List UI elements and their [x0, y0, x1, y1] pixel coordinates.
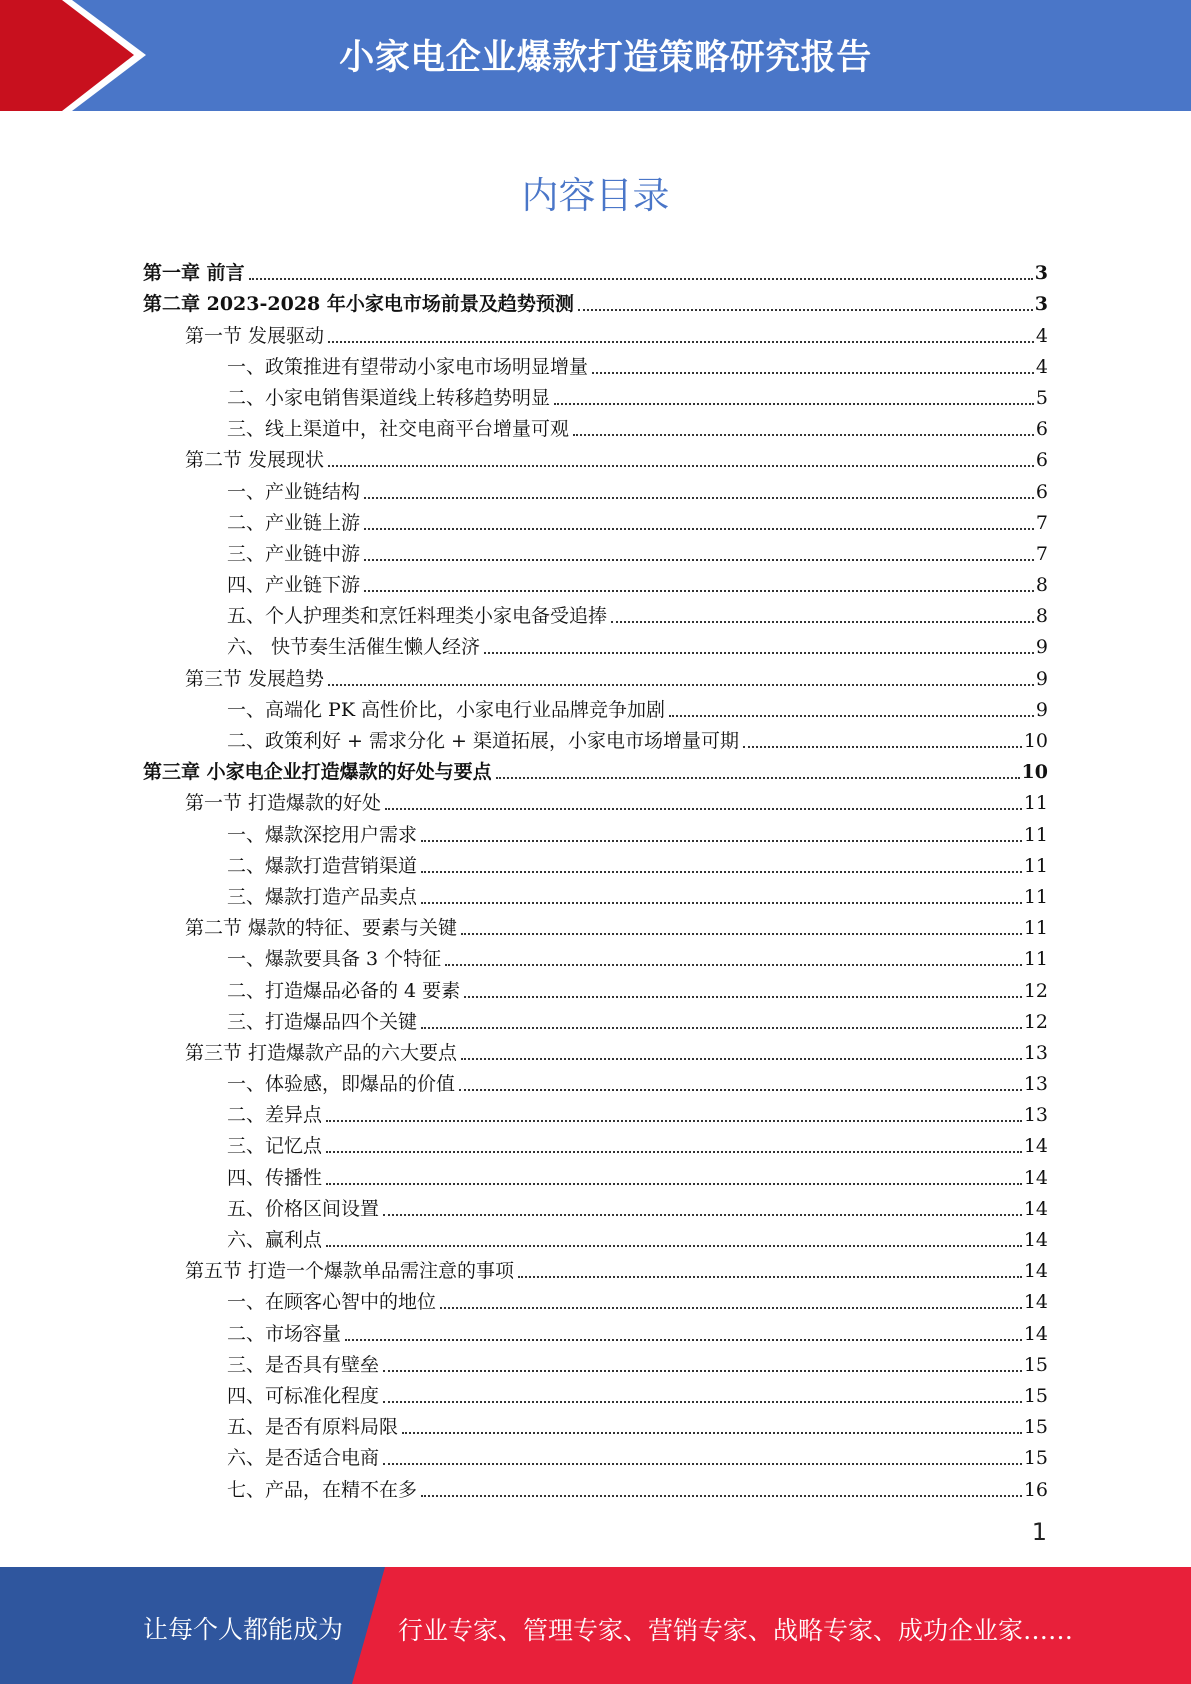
toc-entry-page: 11 [1023, 854, 1048, 877]
toc-entry-title: 六、 快节奏生活催生懒人经济 [227, 636, 481, 659]
toc-leader-dots [459, 1088, 1022, 1091]
toc-entry[interactable] [143, 1097, 1048, 1128]
toc-entry-page: 15 [1023, 1353, 1048, 1376]
toc-entry-title: 五、是否有原料局限 [227, 1416, 399, 1439]
toc-entry[interactable] [143, 411, 1048, 442]
toc-entry[interactable] [143, 1471, 1048, 1502]
toc-entry-title: 三、爆款打造产品卖点 [227, 885, 418, 908]
footer-slogan-right: 行业专家、管理专家、营销专家、战略专家、成功企业家…… [398, 1616, 1074, 1645]
toc-leader-dots [573, 433, 1034, 436]
toc-entry-page: 11 [1023, 948, 1048, 971]
report-header-band [0, 0, 1191, 111]
toc-entry-page: 13 [1023, 1104, 1048, 1127]
toc-leader-dots [445, 963, 1022, 966]
toc-entry-page: 12 [1023, 1010, 1048, 1033]
toc-entry[interactable] [143, 816, 1048, 847]
toc-entry-page: 11 [1023, 792, 1048, 815]
toc-entry-title: 第二节 发展现状 [185, 449, 325, 472]
toc-entry[interactable] [143, 1066, 1048, 1097]
toc-entry-title: 一、爆款要具备 3 个特征 [227, 948, 442, 971]
toc-entry-page: 15 [1023, 1416, 1048, 1439]
toc-entry-page: 14 [1023, 1229, 1048, 1251]
toc-leader-dots [385, 807, 1022, 810]
toc-entry[interactable] [143, 1409, 1048, 1440]
toc-entry-title: 第五节 打造一个爆款单品需注意的事项 [185, 1260, 515, 1283]
toc-entry[interactable] [143, 941, 1048, 972]
toc-entry-title: 四、产业链下游 [227, 574, 361, 597]
toc-entry[interactable] [143, 660, 1048, 691]
toc-entry-page: 8 [1035, 574, 1048, 597]
toc-entry-page: 7 [1035, 542, 1048, 565]
toc-leader-dots [484, 651, 1034, 654]
toc-entry[interactable] [143, 629, 1048, 660]
toc-entry-page: 15 [1023, 1447, 1048, 1470]
toc-leader-dots [364, 589, 1034, 592]
toc-leader-dots [402, 1431, 1022, 1434]
toc-entry-title: 五、个人护理类和烹饪料理类小家电备受追捧 [227, 605, 608, 628]
toc-entry[interactable] [143, 848, 1048, 879]
toc-entry-page: 10 [1021, 761, 1048, 784]
toc-entry-page: 11 [1023, 823, 1048, 846]
toc-entry[interactable] [143, 1222, 1048, 1253]
toc-entry-page: 14 [1023, 1135, 1048, 1158]
toc-entry-title: 二、打造爆品必备的 4 要素 [227, 979, 461, 1002]
toc-entry-title: 六、是否适合电商 [227, 1447, 380, 1470]
toc-leader-dots [328, 340, 1034, 343]
toc-entry-page: 3 [1034, 293, 1048, 316]
toc-entry[interactable] [143, 349, 1048, 380]
toc-entry[interactable] [143, 692, 1048, 723]
toc-entry-title: 四、可标准化程度 [227, 1384, 380, 1407]
toc-entry[interactable] [143, 910, 1048, 941]
toc-entry-page: 4 [1035, 324, 1048, 347]
toc-entry-title: 二、政策利好 + 需求分化 + 渠道拓展，小家电市场增量可期 [227, 730, 739, 752]
toc-entry[interactable] [143, 286, 1048, 317]
toc-entry[interactable] [143, 505, 1048, 536]
toc-entry[interactable] [143, 785, 1048, 816]
toc-entry-title: 二、小家电销售渠道线上转移趋势明显 [227, 386, 551, 409]
toc-entry-title: 第一章 前言 [143, 262, 245, 285]
toc-entry-page: 14 [1023, 1291, 1048, 1314]
toc-entry[interactable] [143, 754, 1048, 785]
toc-entry[interactable] [143, 1315, 1048, 1346]
toc-entry-title: 第二章 2023-2028 年小家电市场前景及趋势预测 [143, 293, 574, 316]
toc-entry[interactable] [143, 1347, 1048, 1378]
toc-entry[interactable] [143, 1378, 1048, 1409]
toc-leader-dots [364, 527, 1034, 530]
toc-entry-page: 9 [1035, 667, 1048, 690]
toc-entry[interactable] [143, 1284, 1048, 1315]
toc-entry-page: 9 [1035, 636, 1048, 659]
toc-leader-dots [421, 870, 1022, 873]
toc-entry-page: 11 [1023, 917, 1048, 940]
toc-entry-title: 一、产业链结构 [227, 480, 361, 503]
toc-entry-title: 五、价格区间设置 [227, 1197, 380, 1220]
toc-entry-page: 14 [1023, 1322, 1048, 1345]
toc-leader-dots [364, 496, 1034, 499]
toc-entry[interactable] [143, 879, 1048, 910]
toc-entry-title: 三、打造爆品四个关键 [227, 1010, 418, 1033]
toc-entry[interactable] [143, 567, 1048, 598]
toc-leader-dots [421, 1026, 1022, 1029]
toc-entry-title: 六、赢利点 [227, 1229, 323, 1251]
toc-leader-dots [592, 371, 1034, 374]
toc-entry[interactable] [143, 1035, 1048, 1066]
toc-entry-title: 第三节 打造爆款产品的六大要点 [185, 1041, 458, 1064]
toc-leader-dots [421, 901, 1022, 904]
toc-entry-page: 13 [1023, 1041, 1048, 1064]
toc-entry-title: 三、线上渠道中，社交电商平台增量可观 [227, 418, 570, 441]
toc-entry-page: 6 [1035, 480, 1048, 503]
toc-entry-title: 二、差异点 [227, 1104, 323, 1127]
toc-entry-title: 一、高端化 PK 高性价比，小家电行业品牌竞争加剧 [227, 698, 666, 721]
toc-leader-dots [461, 1057, 1022, 1060]
toc-leader-dots [326, 1244, 1022, 1247]
toc-entry[interactable] [143, 972, 1048, 1003]
toc-entry[interactable] [143, 723, 1048, 754]
toc-leader-dots [383, 1213, 1022, 1216]
toc-entry-title: 一、爆款深挖用户需求 [227, 823, 418, 846]
toc-entry[interactable] [143, 1253, 1048, 1284]
toc-entry-page: 14 [1023, 1197, 1048, 1220]
toc-entry-page: 14 [1023, 1166, 1048, 1189]
toc-leader-dots [518, 1275, 1022, 1278]
toc-entry-title: 第一节 打造爆款的好处 [185, 792, 382, 815]
toc-entry-title: 三、记忆点 [227, 1135, 323, 1158]
toc-entry-title: 七、产品，在精不在多 [227, 1478, 418, 1501]
toc-leader-dots [328, 464, 1034, 467]
report-title: 小家电企业爆款打造策略研究报告 [339, 38, 872, 78]
toc-entry[interactable] [143, 255, 1048, 286]
toc-leader-dots [554, 402, 1034, 405]
toc-entry-title: 第一节 发展驱动 [185, 324, 325, 347]
toc-leader-dots [328, 683, 1034, 686]
toc-leader-dots [383, 1462, 1022, 1465]
toc-entry[interactable] [143, 1159, 1048, 1190]
table-of-contents [143, 255, 1048, 1503]
toc-leader-dots [611, 620, 1034, 623]
toc-leader-dots [461, 932, 1022, 935]
toc-entry-title: 第二节 爆款的特征、要素与关键 [185, 917, 458, 940]
toc-leader-dots [421, 1494, 1022, 1497]
toc-entry-title: 一、政策推进有望带动小家电市场明显增量 [227, 355, 589, 378]
toc-leader-dots [326, 1182, 1022, 1185]
toc-leader-dots [743, 745, 1022, 748]
toc-entry-page: 16 [1023, 1478, 1048, 1501]
toc-entry-page: 11 [1023, 885, 1048, 908]
toc-leader-dots [364, 558, 1034, 561]
toc-entry-page: 6 [1035, 418, 1048, 441]
toc-entry-page: 4 [1035, 355, 1048, 378]
toc-entry-page: 12 [1023, 979, 1048, 1002]
toc-leader-dots [326, 1119, 1022, 1122]
toc-entry-title: 第三节 发展趋势 [185, 667, 325, 690]
toc-entry-page: 10 [1023, 730, 1048, 752]
page-number: 1 [1031, 1518, 1047, 1546]
toc-leader-dots [496, 776, 1020, 779]
toc-entry[interactable] [143, 1004, 1048, 1035]
toc-entry-title: 二、产业链上游 [227, 511, 361, 534]
footer-slogan-left: 让每个人都能成为 [143, 1615, 344, 1644]
toc-entry-page: 8 [1035, 605, 1048, 628]
toc-leader-dots [383, 1369, 1022, 1372]
toc-entry-page: 13 [1023, 1073, 1048, 1096]
toc-entry[interactable] [143, 442, 1048, 473]
toc-entry[interactable] [143, 598, 1048, 629]
toc-entry-page: 7 [1035, 511, 1048, 534]
toc-leader-dots [345, 1338, 1022, 1341]
toc-entry[interactable] [143, 380, 1048, 411]
toc-entry-page: 15 [1023, 1384, 1048, 1407]
toc-entry[interactable] [143, 473, 1048, 504]
toc-heading: 内容目录 [521, 174, 670, 217]
toc-leader-dots [326, 1150, 1022, 1153]
toc-entry-title: 一、在顾客心智中的地位 [227, 1291, 437, 1314]
toc-entry-title: 三、是否具有壁垒 [227, 1353, 380, 1376]
footer-band [0, 1567, 1191, 1684]
toc-entry-title: 一、体验感，即爆品的价值 [227, 1073, 456, 1096]
toc-leader-dots [669, 714, 1034, 717]
toc-entry[interactable] [143, 1128, 1048, 1159]
toc-entry-title: 二、爆款打造营销渠道 [227, 854, 418, 877]
toc-leader-dots [249, 277, 1033, 280]
toc-entry-page: 3 [1034, 262, 1048, 285]
toc-leader-dots [383, 1400, 1022, 1403]
toc-entry[interactable] [143, 1440, 1048, 1471]
toc-entry[interactable] [143, 1191, 1048, 1222]
toc-leader-dots [578, 308, 1033, 311]
toc-entry-page: 9 [1035, 698, 1048, 721]
toc-leader-dots [440, 1306, 1022, 1309]
toc-entry-page: 5 [1035, 386, 1048, 409]
toc-entry-page: 14 [1023, 1260, 1048, 1283]
toc-entry[interactable] [143, 536, 1048, 567]
toc-entry-title: 二、市场容量 [227, 1322, 342, 1345]
toc-entry-title: 三、产业链中游 [227, 542, 361, 565]
toc-entry-page: 6 [1035, 449, 1048, 472]
toc-entry[interactable] [143, 317, 1048, 348]
toc-entry-title: 四、传播性 [227, 1166, 323, 1189]
toc-leader-dots [464, 995, 1022, 998]
toc-entry-title: 第三章 小家电企业打造爆款的好处与要点 [143, 761, 492, 784]
toc-leader-dots [421, 839, 1022, 842]
